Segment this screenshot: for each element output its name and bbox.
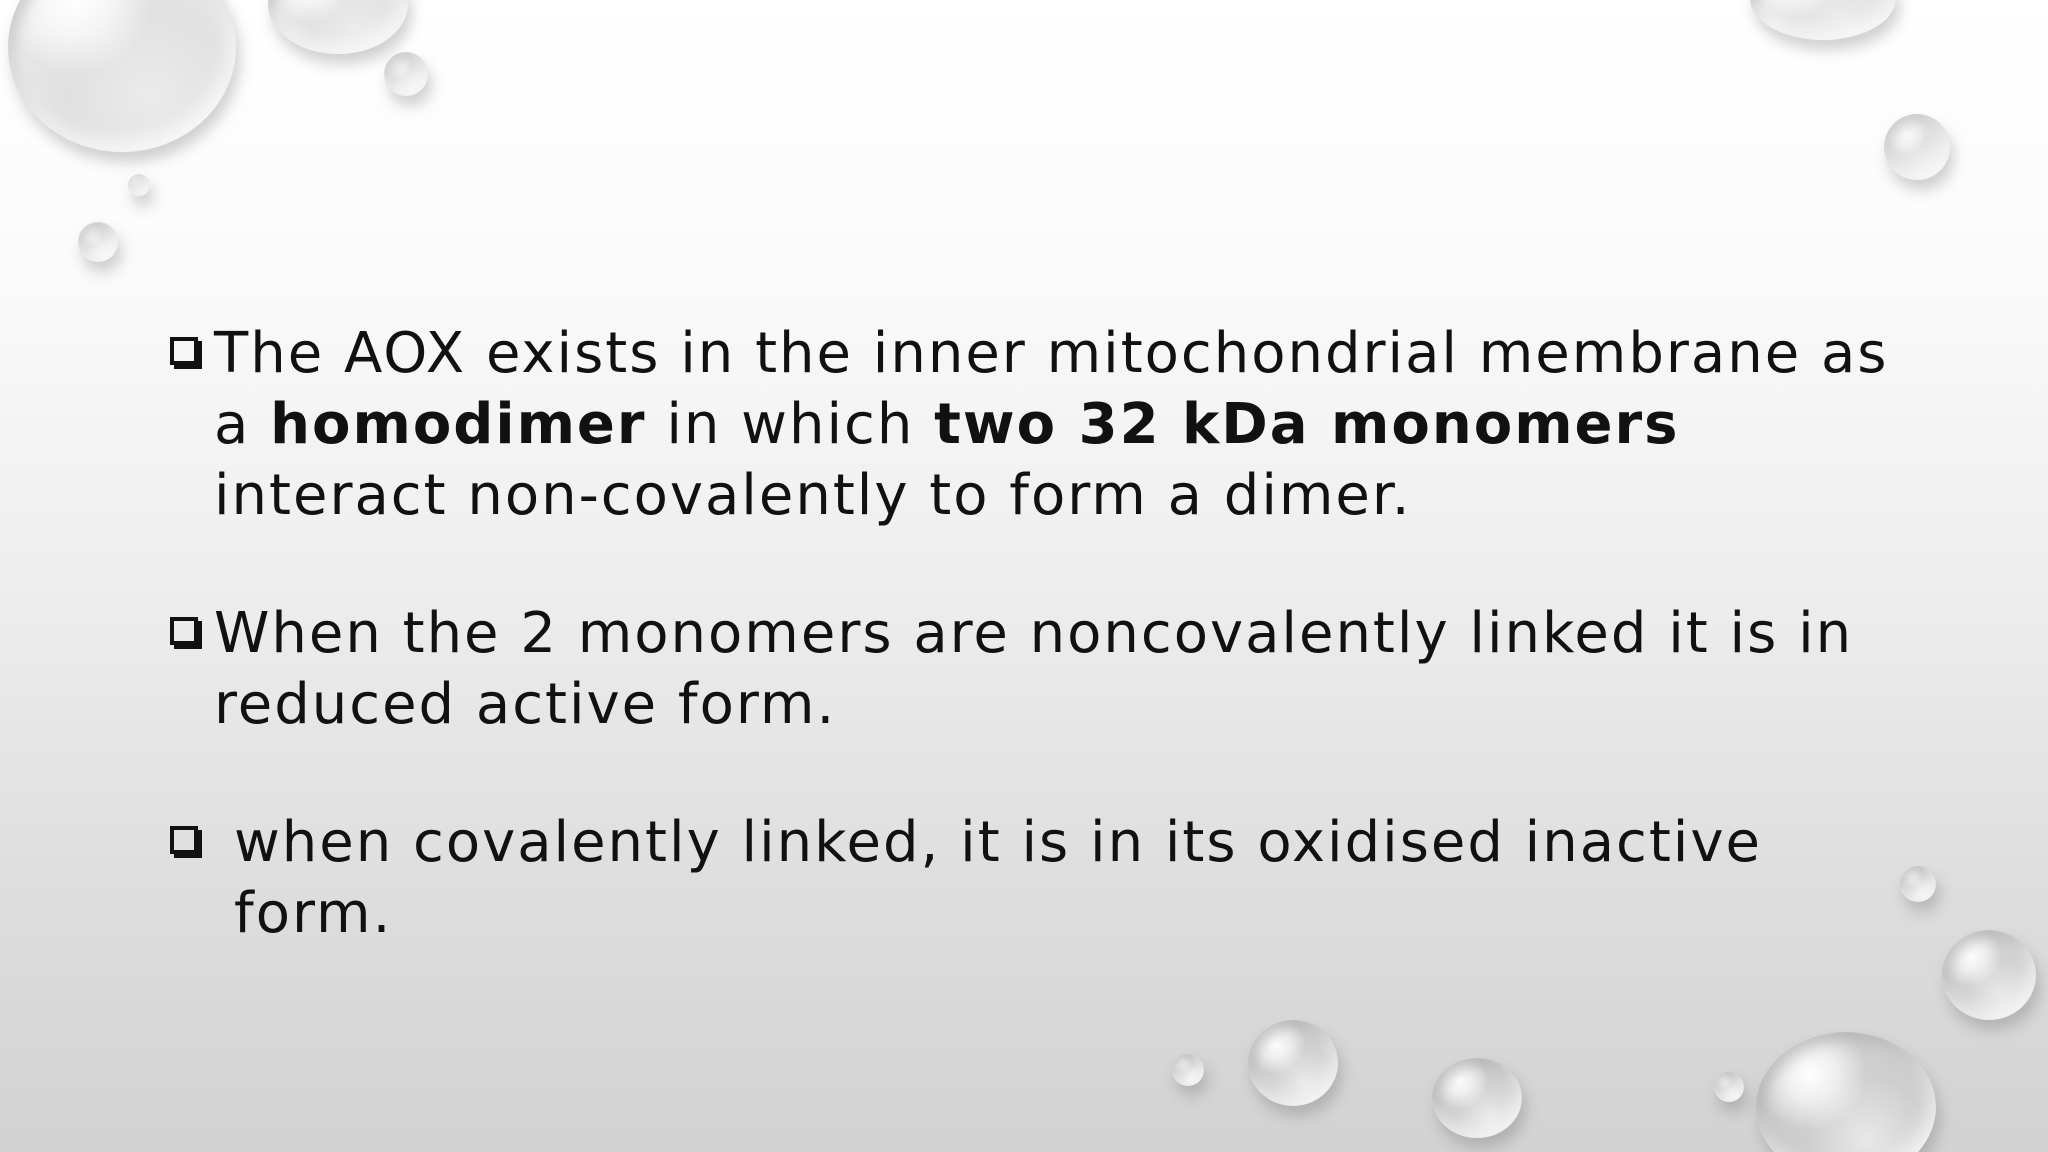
water-drop-decoration — [1172, 1054, 1204, 1086]
bullet-reduced-active-form — [168, 598, 1928, 740]
water-drop-decoration — [1884, 114, 1950, 180]
checkbox-square-icon — [170, 826, 198, 854]
water-drop-decoration — [1432, 1058, 1522, 1138]
bullet-text: in which — [646, 392, 935, 457]
bullet-text: The AOX exists in the inner mitochondrial membrane as a — [214, 321, 1889, 457]
water-drop-decoration — [1750, 0, 1896, 40]
water-drop-decoration — [1714, 1072, 1744, 1102]
checkbox-square-icon — [170, 337, 198, 365]
water-drop-decoration — [128, 174, 150, 196]
bold-term-monomers: two 32 kDa monomers — [934, 392, 1680, 457]
bold-term-homodimer: homodimer — [270, 392, 647, 457]
bullet-text: interact non-covalently to form a dimer. — [214, 463, 1412, 528]
water-drop-decoration — [1248, 1020, 1338, 1106]
bullet-text: When the 2 monomers are noncovalently linked it is in reduced active form. — [214, 601, 1854, 737]
water-drop-decoration — [384, 52, 428, 96]
water-drop-decoration — [1756, 1032, 1936, 1152]
water-drop-decoration — [78, 222, 118, 262]
bullet-oxidised-inactive-form — [168, 807, 1928, 949]
bullet-text: when covalently linked, it is in its oxidised inactive form. — [234, 810, 1762, 946]
bullet-aox-homodimer — [168, 318, 1928, 531]
water-drop-decoration — [268, 0, 408, 54]
water-drop-decoration — [8, 0, 236, 152]
slide-content — [168, 318, 1928, 949]
water-drop-decoration — [1942, 930, 2036, 1020]
checkbox-square-icon — [170, 617, 198, 645]
